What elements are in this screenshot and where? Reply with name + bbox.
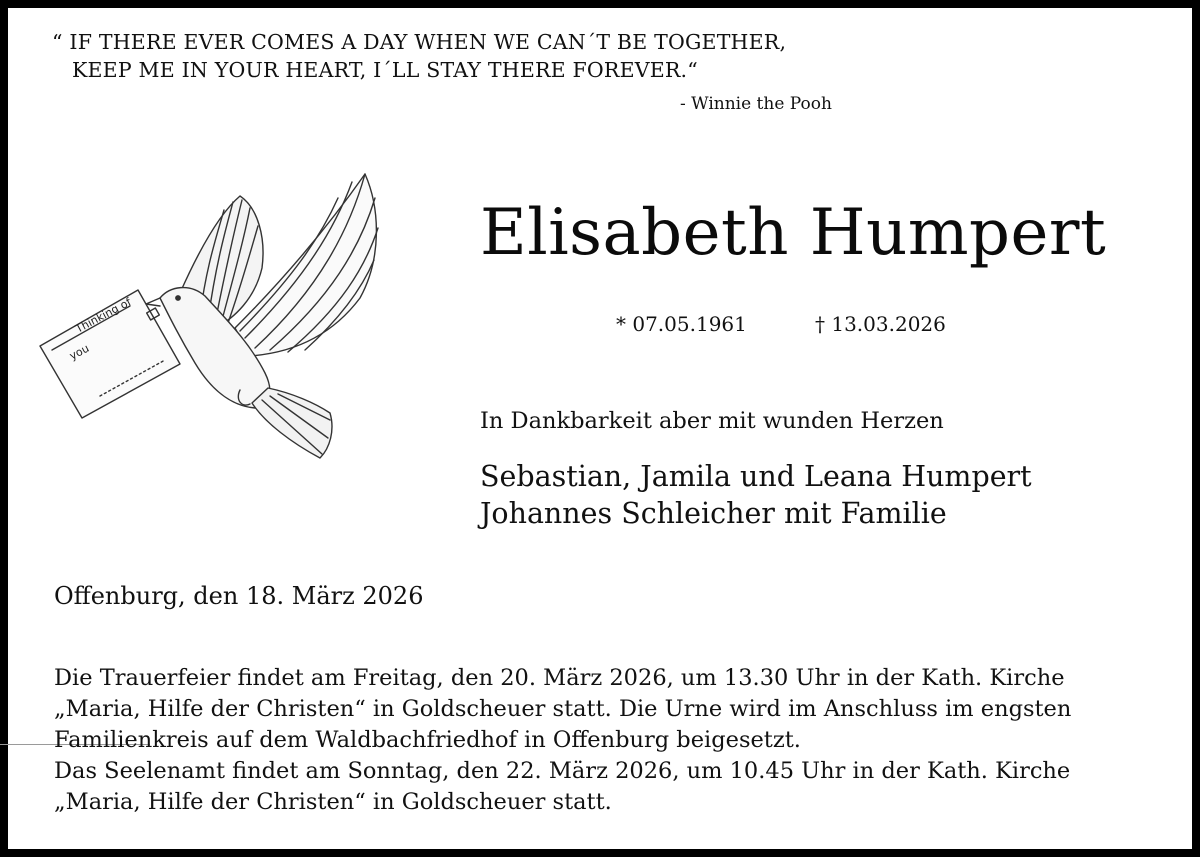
service-info-line: Das Seelenamt findet am Sonntag, den 22. März 2026, um 10.45 Uhr in der Kath. Kirche <box>54 758 1071 784</box>
death-date: † 13.03.2026 <box>815 312 946 336</box>
mourners-line-1: Sebastian, Jamila und Leana Humpert <box>480 460 1032 493</box>
birth-date: * 07.05.1961 <box>616 312 747 336</box>
service-info-line: „Maria, Hilfe der Christen“ in Goldscheuer statt. <box>54 789 612 815</box>
mourners-line-2: Johannes Schleicher mit Familie <box>480 497 947 530</box>
service-info-line: „Maria, Hilfe der Christen“ in Goldscheuer statt. Die Urne wird im Anschluss im engsten <box>54 696 1072 722</box>
deceased-name: Elisabeth Humpert <box>480 196 1107 270</box>
quote-line-1: “ IF THERE EVER COMES A DAY WHEN WE CAN´T BE TOGETHER, <box>52 30 787 54</box>
letter-text-2: you <box>67 341 92 363</box>
gratitude-line: In Dankbarkeit aber mit wunden Herzen <box>480 408 944 434</box>
dove-with-letter-icon <box>30 168 420 478</box>
service-info-line: Familienkreis auf dem Waldbachfriedhof in Offenburg beigesetzt. <box>54 727 801 753</box>
quote-line-2: KEEP ME IN YOUR HEART, I´LL STAY THERE FOREVER.“ <box>72 58 698 82</box>
letter-text-1: Thinking of <box>73 295 134 336</box>
quote-attribution: - Winnie the Pooh <box>680 94 832 114</box>
place-and-date: Offenburg, den 18. März 2026 <box>54 582 424 610</box>
service-info-line: Die Trauerfeier findet am Freitag, den 20. März 2026, um 13.30 Uhr in der Kath. Kirche <box>54 665 1065 691</box>
